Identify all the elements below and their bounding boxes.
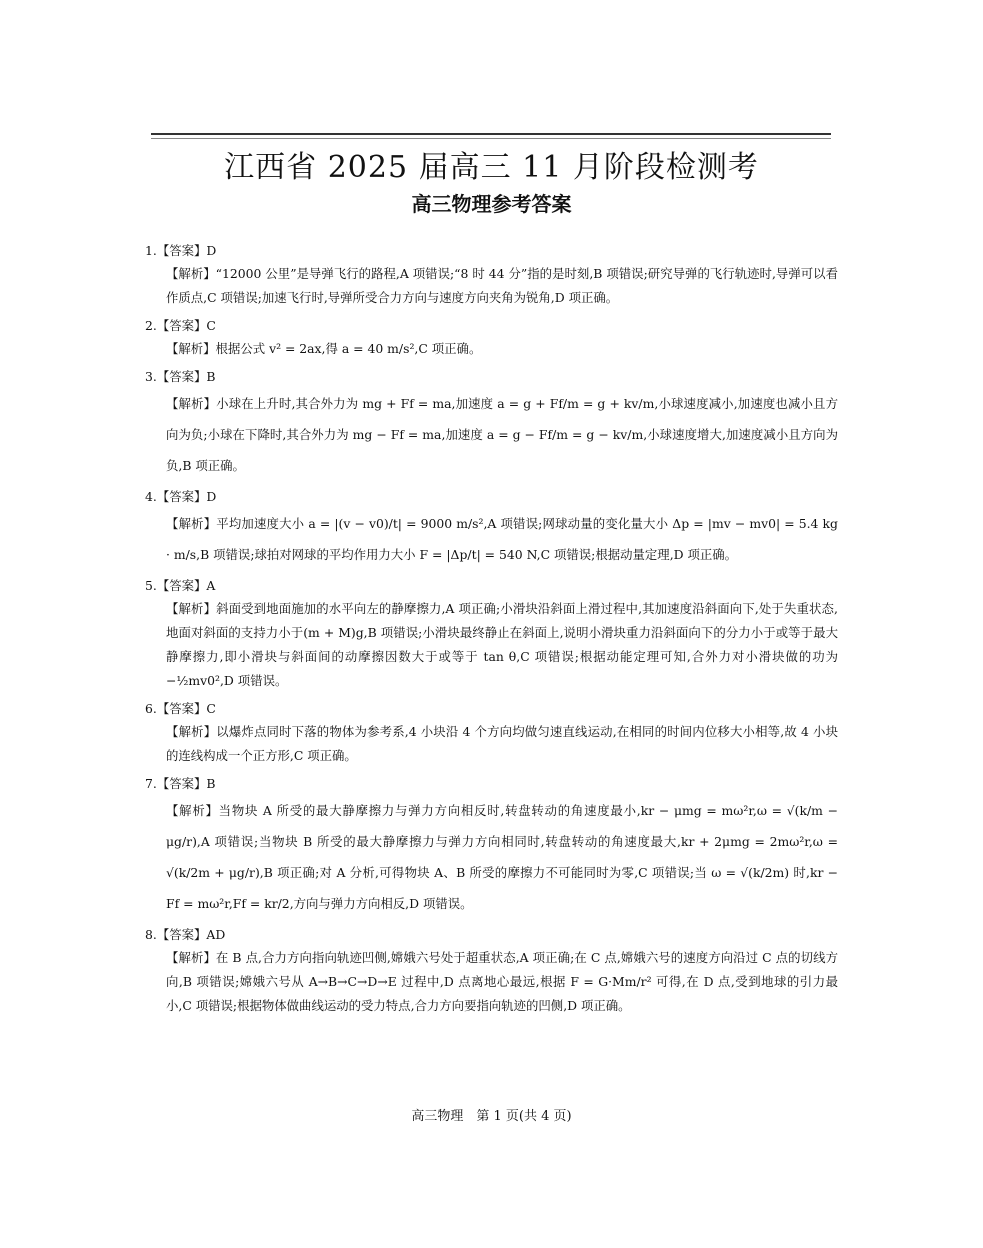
answer-line: 6.【答案】C (145, 701, 216, 716)
document-subtitle: 高三物理参考答案 (411, 192, 572, 216)
explanation-text: 【解析】以爆炸点同时下落的物体为参考系,4 小块沿 4 个方向均做匀速直线运动,在相同的时间内位移大小相等,故 4 小块的连线构成一个正方形,C 项正确。 (166, 724, 838, 763)
question-1 (145, 240, 838, 310)
answer-line: 5.【答案】A (145, 578, 216, 593)
header-rule-bottom (151, 138, 831, 139)
explanation-text: 【解析】平均加速度大小 a = |(v − v0)/t| = 9000 m/s²,A 项错误;网球动量的变化量大小 Δp = |mv − mv0| = 5.4 kg · m/s,B 项错误;球拍对网球的平均作用力大小 F = |Δp/t| = 540 N,C 项错误;根据动量定理,D 项正确。 (166, 516, 838, 562)
answer-line: 3.【答案】B (145, 369, 216, 384)
document-title: 江西省 2025 届高三 11 月阶段检测考 (224, 150, 759, 185)
question-7 (145, 773, 838, 919)
question-3 (145, 366, 838, 481)
explanation-text: 【解析】当物块 A 所受的最大静摩擦力与弹力方向相反时,转盘转动的角速度最小,kr − μmg = mω²r,ω = √(k/m − μg/r),A 项错误;当物块 B 所受的最大静摩擦力与弹力方向相同时,转盘转动的角速度最大,kr + 2μmg = 2mω²r,ω = √(k/2m + μg/r),B 项正确;对 A 分析,可得物块 A、B 所受的摩擦力不可能同时为零,C 项错误;当 ω = √(k/2m) 时,kr − Ff = mω²r,Ff = kr/2,方向与弹力方向相反,D 项错误。 (166, 803, 838, 911)
explanation-text: 【解析】“12000 公里”是导弹飞行的路程,A 项错误;“8 时 44 分”指的是时刻,B 项错误;研究导弹的飞行轨迹时,导弹可以看作质点,C 项错误;加速飞行时,导弹所受合力方向与速度方向夹角为锐角,D 项正确。 (166, 266, 838, 305)
explanation-text: 【解析】根据公式 v² = 2ax,得 a = 40 m/s²,C 项正确。 (166, 341, 482, 356)
answer-line: 2.【答案】C (145, 318, 216, 333)
explanation-text: 【解析】斜面受到地面施加的水平向左的静摩擦力,A 项正确;小滑块沿斜面上滑过程中,其加速度沿斜面向下,处于失重状态,地面对斜面的支持力小于(m + M)g,B 项错误;小滑块最终静止在斜面上,说明小滑块重力沿斜面向下的分力小于或等于最大静摩擦力,即小滑块与斜面间的动摩擦因数大于或等于 tan θ,C 项错误;根据动能定理可知,合外力对小滑块做的功为 −½mv0²,D 项错误。 (166, 601, 838, 688)
question-6 (145, 698, 838, 768)
explanation-text: 【解析】在 B 点,合力方向指向轨迹凹侧,嫦娥六号处于超重状态,A 项正确;在 C 点,嫦娥六号的速度方向沿过 C 点的切线方向,B 项错误;嫦娥六号从 A→B→C→D→E 过程中,D 点离地心最远,根据 F = G·Mm/r² 可得,在 D 点,受到地球的引力最小,C 项错误;根据物体做曲线运动的受力特点,合力方向要指向轨迹的凹侧,D 项正确。 (166, 950, 838, 1013)
answer-line: 7.【答案】B (145, 776, 216, 791)
question-8 (145, 924, 838, 1018)
question-4 (145, 486, 838, 570)
answer-line: 4.【答案】D (145, 489, 217, 504)
answer-line: 8.【答案】AD (145, 927, 226, 942)
question-5 (145, 575, 838, 693)
header-rule-top (151, 133, 831, 135)
answer-list (145, 240, 838, 1023)
question-2 (145, 315, 838, 361)
answer-line: 1.【答案】D (145, 243, 217, 258)
explanation-text: 【解析】小球在上升时,其合外力为 mg + Ff = ma,加速度 a = g + Ff/m = g + kv/m,小球速度减小,加速度也减小且方向为负;小球在下降时,其合外力为 mg − Ff = ma,加速度 a = g − Ff/m = g − kv/m,小球速度增大,加速度减小且方向为负,B 项正确。 (166, 396, 838, 473)
page-footer: 高三物理 第 1 页(共 4 页) (411, 1109, 572, 1124)
